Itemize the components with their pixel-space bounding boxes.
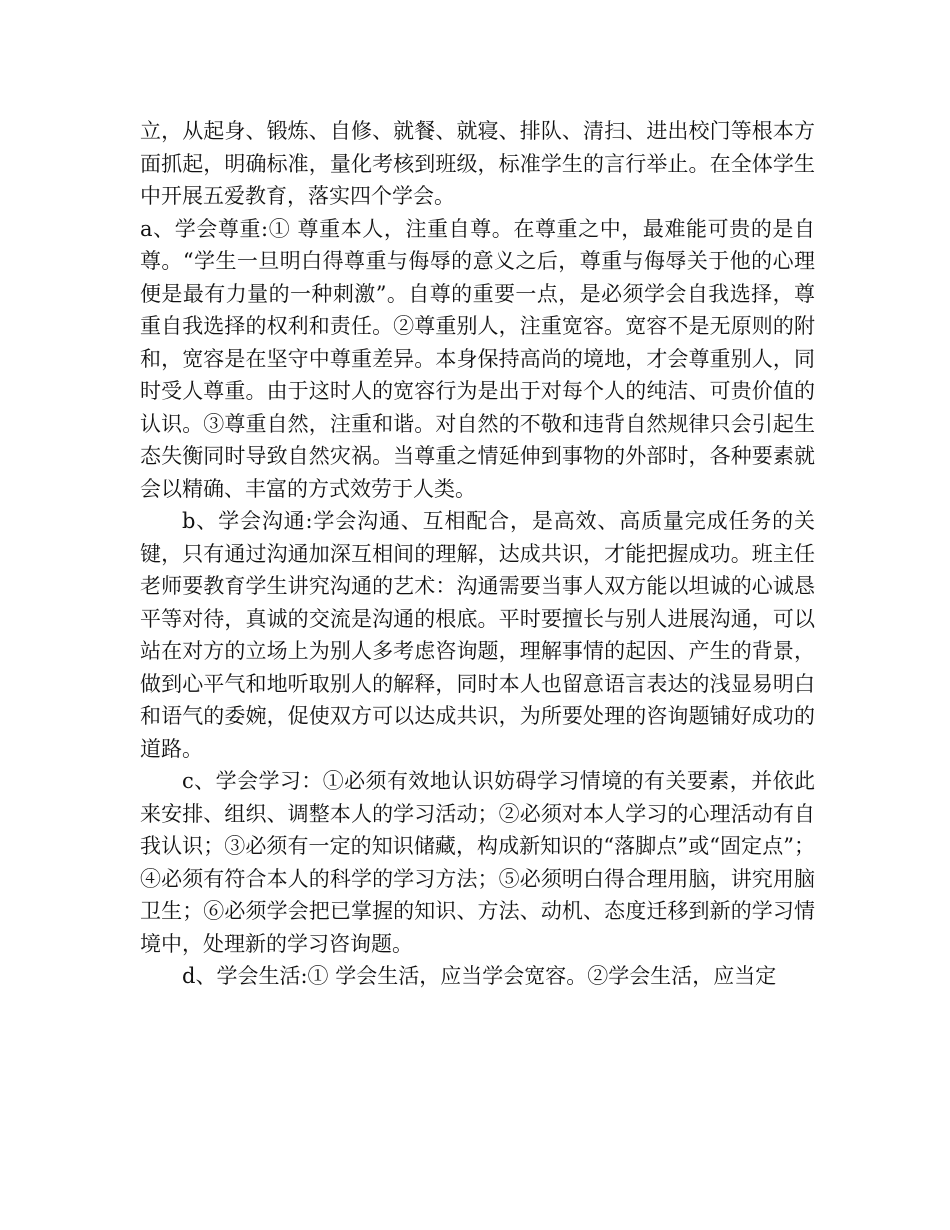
paragraph-learn-respect: a、学会尊重:① 尊重本人，注重自尊。在尊重之中，最难能可贵的是自尊。“学生一旦明白得尊重与侮辱的意义之后，尊重与侮辱关于他的心理便是最有力量的一种刺激”。自尊的重要一点，是必须学会自我选择，尊重自我选择的权利和责任。②尊重别人，注重宽容。宽容不是无原则的附和，宽容是在坚守中尊重差异。本身保持高尚的境地，才会尊重别人，同时受人尊重。由于这时人的宽容行为是出于对每个人的纯洁、可贵价值的认识。③尊重自然，注重和谐。对自然的不敬和违背自然规律只会引起生态失衡同时导致自然灾祸。当尊重之情延伸到事物的外部时，各种要素就会以精确、丰富的方式效劳于人类。 bbox=[140, 216, 815, 501]
paragraph-learn-communicate: b、学会沟通:学会沟通、互相配合，是高效、高质量完成任务的关键，只有通过沟通加深互相间的理解，达成共识，才能把握成功。班主任老师要教育学生讲究沟通的艺术：沟通需要当事人双方能以坦诚的心诚恳平等对待，真诚的交流是沟通的根底。平时要擅长与别人进展沟通，可以站在对方的立场上为别人多考虑咨询题，理解事情的起因、产生的背景，做到心平气和地听取别人的解释，同时本人也留意语言表达的浅显易明白和语气的委婉，促使双方可以达成共识，为所要处理的咨询题铺好成功的道路。 bbox=[140, 509, 815, 761]
document-body bbox=[140, 115, 815, 993]
paragraph-learn-live: d、学会生活:① 学会生活，应当学会宽容。②学会生活，应当定 bbox=[182, 964, 777, 988]
paragraph-intro-continued: 立，从起身、锻炼、自修、就餐、就寝、排队、清扫、进出校门等根本方面抓起，明确标准，量化考核到班级，标准学生的言行举止。在全体学生中开展五爱教育，落实四个学会。 bbox=[140, 119, 815, 208]
paragraph-learn-study: c、学会学习：①必须有效地认识妨碍学习情境的有关要素，并依此来安排、组织、调整本人的学习活动；②必须对本人学习的心理活动有自我认识；③必须有一定的知识储藏，构成新知识的“落脚点”或“固定点”；④必须有符合本人的科学的学习方法；⑤必须明白得合理用脑，讲究用脑卫生；⑥必须学会把已掌握的知识、方法、动机、态度迁移到新的学习情境中，处理新的学习咨询题。 bbox=[140, 769, 815, 956]
